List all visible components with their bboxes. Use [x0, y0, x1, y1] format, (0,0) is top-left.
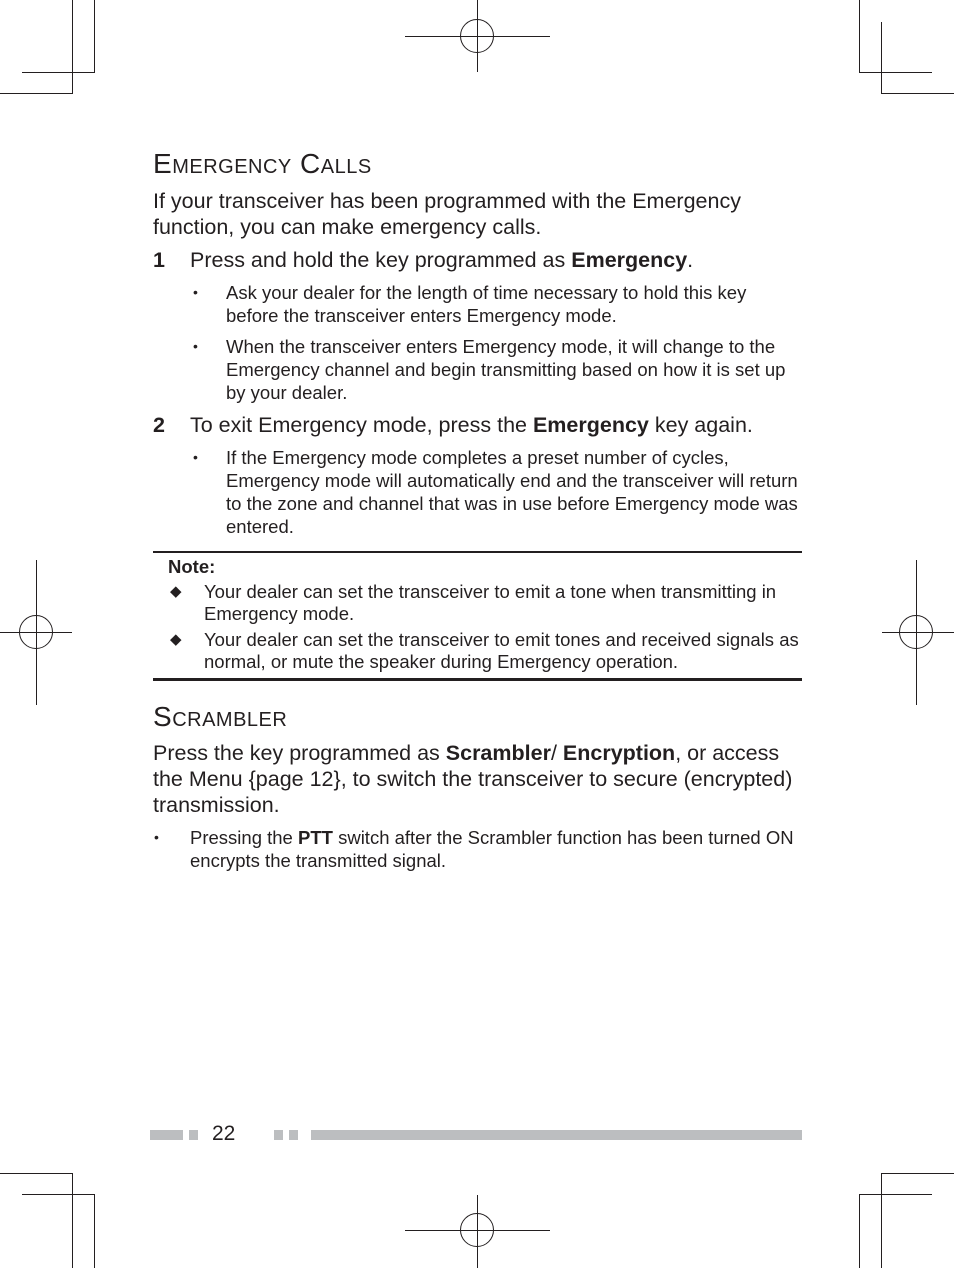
- crop-mark-line: [0, 1173, 73, 1174]
- page-content: [153, 146, 802, 872]
- bullet-icon: •: [154, 829, 159, 845]
- crop-mark-line: [859, 1194, 932, 1195]
- section-heading-scrambler: SCRAMBLER: [153, 701, 288, 732]
- crop-mark-line: [94, 1194, 95, 1268]
- bullet-icon: •: [193, 284, 198, 300]
- crop-mark-line: [72, 1173, 73, 1268]
- section-heading-emergency-calls: EMERGENCY CALLS: [153, 148, 372, 179]
- footer-bar-segment: [150, 1130, 183, 1140]
- crop-mark-line: [881, 22, 882, 93]
- note-title: Note:: [168, 556, 216, 577]
- diamond-bullet-icon: ◆: [170, 583, 182, 600]
- footer-bar-segment: [311, 1130, 802, 1140]
- page-number: 22: [212, 1122, 236, 1145]
- step-number: 2: [153, 413, 165, 437]
- diamond-bullet-icon: ◆: [170, 631, 182, 648]
- note-item: ◆ Your dealer can set the transceiver to emit a tone when transmitting in Emergency mode.: [170, 581, 777, 624]
- step-1: 1 Press and hold the key programmed as Emergency.: [153, 248, 694, 272]
- footer-bar-segment: [189, 1130, 198, 1140]
- footer-bar-segment: [274, 1130, 283, 1140]
- emergency-intro: If your transceiver has been programmed with the Emergency function, you can make emergency calls.: [153, 189, 741, 239]
- bullet-icon: •: [193, 338, 198, 354]
- crop-mark-line: [859, 0, 860, 73]
- note-item: ◆ Your dealer can set the transceiver to emit tones and received signals as normal, or mute the speaker during Emergency operation.: [170, 629, 799, 672]
- step-1-notes: [153, 281, 802, 404]
- crop-mark-line: [881, 1173, 954, 1174]
- crop-mark-line: [881, 1173, 882, 1268]
- step-2: 2 To exit Emergency mode, press the Emergency key again.: [153, 413, 753, 437]
- list-item: • Pressing the PTT switch after the Scrambler function has been turned ON encrypts the transmitted signal.: [154, 827, 794, 871]
- crop-mark-line: [859, 1194, 860, 1268]
- footer-bar-segment: [289, 1130, 298, 1140]
- crop-mark-line: [859, 72, 932, 73]
- note-box: [153, 551, 802, 681]
- bullet-icon: •: [193, 449, 198, 465]
- crop-mark-line: [22, 72, 95, 73]
- step-2-notes: [153, 446, 802, 538]
- list-item: • Ask your dealer for the length of time necessary to hold this key before the transceiver enters Emergency mode.: [193, 282, 747, 326]
- crop-mark-line: [72, 0, 73, 93]
- list-item: • When the transceiver enters Emergency mode, it will change to the Emergency channel and begin transmitting based on how it is set up by your dealer.: [193, 336, 786, 403]
- scrambler-description: Press the key programmed as Scrambler/ Encryption, or access the Menu {page 12}, to switch the transceiver to secure (encrypted) transmission.: [153, 741, 793, 817]
- crop-mark-line: [881, 93, 954, 94]
- crop-mark-line: [22, 1194, 95, 1195]
- crop-mark-line: [0, 93, 73, 94]
- crop-mark-line: [94, 0, 95, 73]
- step-number: 1: [153, 248, 165, 272]
- list-item: • If the Emergency mode completes a preset number of cycles, Emergency mode will automatically end and the transceiver will return to the zone and channel that was in use before Emergency mode was entered.: [193, 447, 798, 537]
